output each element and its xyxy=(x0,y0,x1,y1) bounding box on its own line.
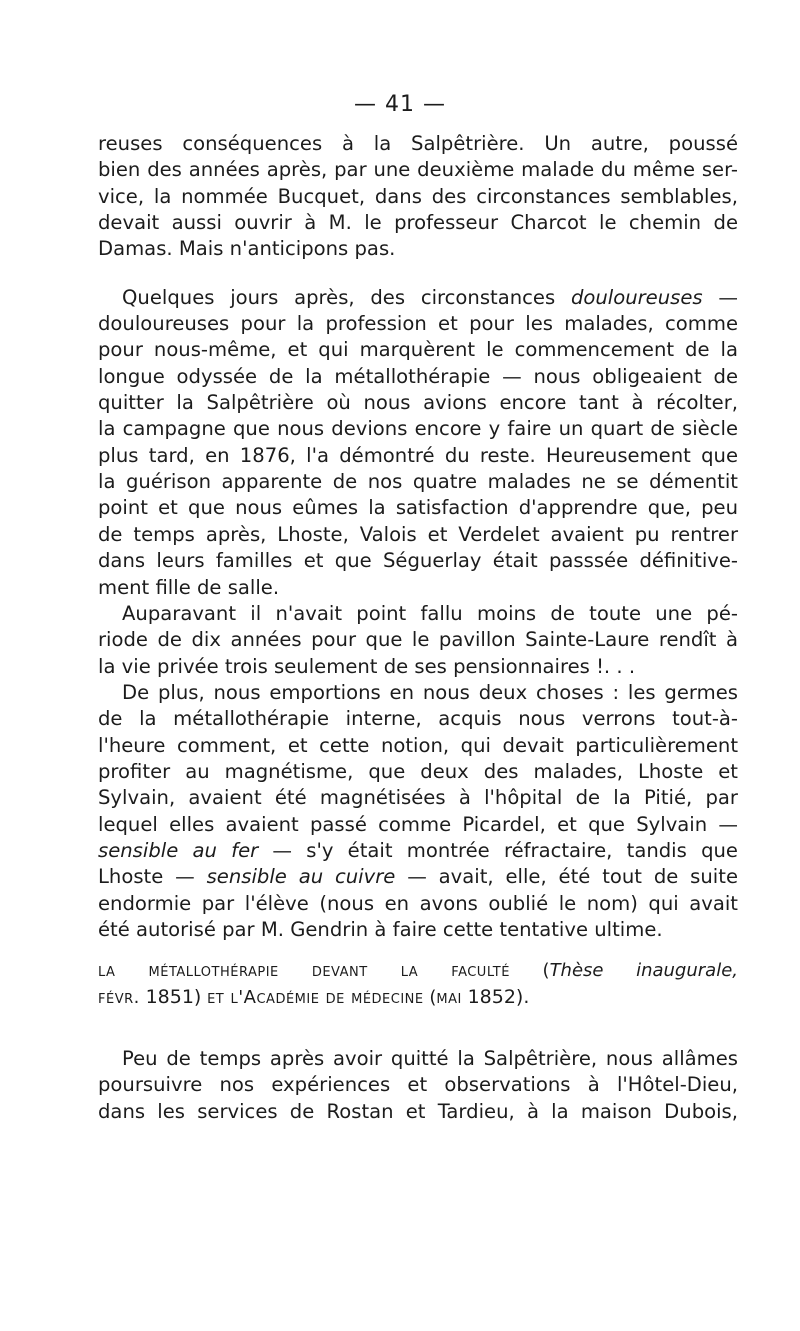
text-line: longue odyssée de la métallothérapie — nous obligeaient de xyxy=(98,364,738,388)
text-line: Damas. Mais n'anticipons pas. xyxy=(98,237,396,261)
closing-text xyxy=(98,1046,738,1125)
text-line: dans les services de Rostan et Tardieu, à la maison Dubois, xyxy=(98,1099,738,1123)
heading-line xyxy=(98,984,738,1010)
text-line: l'heure comment, et cette notion, qui devait particulièrement xyxy=(98,733,738,757)
heading-paren: ( xyxy=(429,987,437,1008)
text-line: la guérison apparente de nos quatre malades ne se démentit xyxy=(98,470,738,494)
section-heading xyxy=(98,958,738,1010)
heading-smallcaps: mai xyxy=(436,987,462,1008)
text-line: ment fille de salle. xyxy=(98,575,280,599)
heading-smallcaps: févr. xyxy=(98,987,140,1008)
page-number: — 41 — xyxy=(354,92,446,117)
italic-run: douloureuses xyxy=(570,285,703,309)
text-line: été autorisé par M. Gendrin à faire cette tentative ultime. xyxy=(98,917,663,941)
text-line: plus tard, en 1876, l'a démontré du reste. Heureusement que xyxy=(98,443,738,467)
text-line: quitter la Salpêtrière où nous avions encore tant à récolter, xyxy=(98,391,738,415)
heading-line xyxy=(98,958,738,984)
text-line: la campagne que nous devions encore y faire un quart de siècle xyxy=(98,417,738,441)
text-line: riode de dix années pour que le pavillon Sainte-Laure rendît à xyxy=(98,628,738,652)
text-line: Sylvain, avaient été magnétisées à l'hôpital de la Pitié, par xyxy=(98,786,738,810)
text-line xyxy=(98,285,738,311)
text-line: De plus, nous emportions en nous deux choses : les germes xyxy=(122,680,738,704)
text-run: — s'y était montrée réfractaire, tandis que xyxy=(258,838,738,862)
main-text xyxy=(98,131,738,943)
text-line: Auparavant il n'avait point fallu moins de toute une pé- xyxy=(122,601,738,625)
text-line: profiter au magnétisme, que deux des malades, Lhoste et xyxy=(98,759,738,783)
text-line: vice, la nommée Bucquet, dans des circonstances semblables, xyxy=(98,184,738,208)
italic-run: sensible au cuivre xyxy=(206,865,396,889)
text-line: Peu de temps après avoir quitté la Salpêtrière, nous allâmes xyxy=(122,1047,738,1070)
text-line: douloureuses pour la profession et pour les malades, comme xyxy=(98,312,738,336)
heading-smallcaps: et l'Académie de médecine xyxy=(207,987,424,1008)
text-line xyxy=(98,864,738,890)
heading-paren: ( xyxy=(542,960,550,981)
heading-italic: Thèse inaugurale, xyxy=(549,960,738,981)
italic-run: sensible au fer xyxy=(98,838,259,862)
text-run: Lhoste — xyxy=(98,865,207,889)
text-line: reuses conséquences à la Salpêtrière. Un autre, poussé xyxy=(98,132,738,155)
heading-year: 1851) xyxy=(145,986,202,1008)
text-line: de temps après, Lhoste, Valois et Verdelet avaient pu rentrer xyxy=(98,522,738,546)
heading-year: 1852). xyxy=(467,986,530,1008)
text-line: de la métallothérapie interne, acquis nous verrons tout-à- xyxy=(98,707,738,731)
text-run: Quelques jours après, des circonstances xyxy=(122,285,571,309)
text-line: la vie privée trois seulement de ses pensionnaires !. . . xyxy=(98,654,636,678)
text-run: — xyxy=(702,285,738,309)
heading-smallcaps: la métallothérapie devant la faculté xyxy=(98,960,510,981)
text-line: endormie par l'élève (nous en avons oublié le nom) qui avait xyxy=(98,891,738,915)
text-line: lequel elles avaient passé comme Picardel, et que Sylvain — xyxy=(98,812,738,836)
text-line: point et que nous eûmes la satisfaction d'apprendre que, peu xyxy=(98,496,738,520)
text-line xyxy=(98,838,738,864)
paragraph-gap xyxy=(98,263,738,285)
text-line: poursuivre nos expériences et observations à l'Hôtel-Dieu, xyxy=(98,1073,738,1097)
text-line: dans leurs familles et que Séguerlay était passsée définitive- xyxy=(98,549,738,573)
text-line: devait aussi ouvrir à M. le professeur Charcot le chemin de xyxy=(98,211,738,235)
text-line: bien des années après, par une deuxième malade du même ser- xyxy=(98,158,738,182)
text-line: pour nous-même, et qui marquèrent le commencement de la xyxy=(98,338,738,362)
text-run: — avait, elle, été tout de suite xyxy=(395,865,738,889)
